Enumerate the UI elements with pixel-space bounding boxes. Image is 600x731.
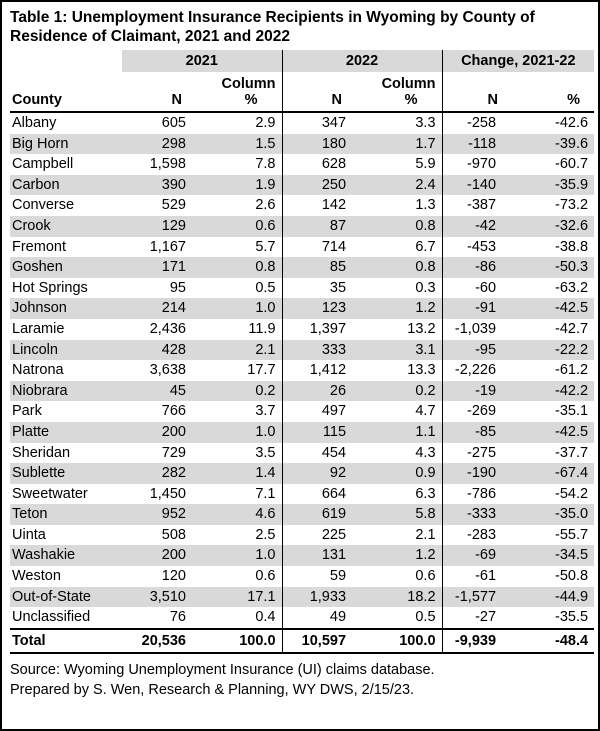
row-n-2022: 497 — [282, 401, 362, 422]
row-county: Goshen — [10, 257, 122, 278]
row-county: Washakie — [10, 545, 122, 566]
table-row — [10, 422, 594, 443]
row-n-2022: 115 — [282, 422, 362, 443]
table-row — [10, 484, 594, 505]
table-row — [10, 463, 594, 484]
row-pct-2022: 18.2 — [362, 587, 442, 608]
table-row — [10, 319, 594, 340]
row-n-2021: 120 — [161, 568, 186, 585]
row-n-2021: 529 — [161, 197, 186, 214]
row-pct-change: -39.6 — [518, 134, 594, 155]
col-header-pct-2022: Column % — [362, 72, 442, 112]
row-pct-2021: 1.0 — [202, 545, 282, 566]
row-pct-change: -54.2 — [554, 485, 589, 502]
row-pct-2021: 1.5 — [202, 134, 282, 155]
source-note — [2, 654, 598, 700]
row-pct-2021: 17.7 — [247, 362, 276, 379]
row-n-2021: 1,167 — [149, 238, 186, 255]
row-pct-2021: 4.6 — [202, 504, 282, 525]
row-n-2022: 180 — [282, 134, 362, 155]
row-pct-2022: 3.1 — [362, 340, 442, 361]
row-n-2021: 214 — [122, 298, 202, 319]
row-pct-2022: 0.8 — [362, 216, 442, 237]
row-pct-2021: 0.8 — [202, 257, 282, 278]
row-n-2022: 1,412 — [282, 360, 362, 381]
row-n-change: -19 — [442, 381, 518, 402]
row-pct-2022: 1.1 — [362, 422, 442, 443]
row-n-2022: 131 — [282, 545, 362, 566]
table-title: Table 1: Unemployment Insurance Recipients in Wyoming by County of Residence of Claimant, 2021 and 2022 — [10, 9, 535, 45]
row-pct-2021: 11.9 — [248, 320, 276, 337]
row-pct-change: -38.8 — [554, 238, 589, 255]
row-pct-2022: 1.2 — [362, 298, 442, 319]
row-pct-2022: 2.4 — [362, 175, 442, 196]
row-pct-2021: 0.6 — [255, 568, 276, 585]
row-n-2021: 3,638 — [149, 362, 186, 379]
row-pct-change: -35.0 — [518, 504, 594, 525]
row-n-change: -2,226 — [442, 360, 518, 381]
row-n-change: -60 — [442, 278, 518, 299]
row-pct-change: -42.2 — [518, 381, 594, 402]
row-pct-2021: 5.7 — [255, 238, 276, 255]
row-pct-2021: 1.0 — [202, 422, 282, 443]
col-header-pct-change: % — [518, 72, 594, 112]
row-county: Teton — [10, 504, 122, 525]
data-table — [10, 50, 594, 654]
row-county: Johnson — [10, 298, 122, 319]
row-county: Platte — [10, 422, 122, 443]
row-county: Fremont — [12, 238, 66, 255]
row-n-2022: 664 — [282, 484, 362, 505]
total-row — [10, 629, 594, 653]
row-n-change: -69 — [442, 545, 518, 566]
row-n-change: -269 — [442, 401, 518, 422]
row-county: Uinta — [12, 526, 46, 543]
row-pct-change: -37.7 — [554, 444, 589, 461]
row-n-2022: 1,933 — [282, 587, 362, 608]
total-n-change: -9,939 — [442, 629, 518, 653]
table-row — [10, 401, 594, 422]
row-county: Park — [12, 403, 42, 420]
table-row — [10, 298, 594, 319]
row-pct-change: -34.5 — [518, 545, 594, 566]
table-row — [10, 587, 594, 608]
row-pct-2021: 0.2 — [202, 381, 282, 402]
row-pct-change: -61.2 — [554, 362, 589, 379]
row-n-2021: 282 — [122, 463, 202, 484]
total-pct-change: -48.4 — [518, 629, 594, 653]
row-county: Albany — [12, 115, 57, 131]
row-pct-2022: 1.2 — [362, 545, 442, 566]
row-pct-2021: 1.4 — [202, 463, 282, 484]
row-n-change: -85 — [442, 422, 518, 443]
table-row — [10, 278, 594, 299]
row-county: Campbell — [12, 156, 74, 173]
row-pct-2021: 3.7 — [255, 403, 276, 420]
row-pct-change: -42.6 — [554, 115, 589, 131]
row-n-2021: 2,436 — [149, 320, 186, 337]
row-county: Crook — [10, 216, 122, 237]
row-n-change: -453 — [442, 237, 518, 258]
row-n-2022: 628 — [282, 154, 362, 175]
row-n-2021: 76 — [169, 609, 186, 626]
table-row — [10, 566, 594, 587]
row-pct-change: -63.2 — [554, 279, 589, 296]
row-n-2022: 87 — [282, 216, 362, 237]
row-county: Niobrara — [10, 381, 122, 402]
row-pct-2022: 1.7 — [362, 134, 442, 155]
table-row — [10, 154, 594, 175]
row-n-2021: 1,598 — [149, 156, 186, 173]
row-n-2021: 729 — [161, 444, 186, 461]
table-row — [10, 237, 594, 258]
row-n-2021: 171 — [122, 257, 202, 278]
row-pct-2021: 2.1 — [202, 340, 282, 361]
row-n-change: -970 — [442, 154, 518, 175]
row-pct-change: -32.6 — [518, 216, 594, 237]
row-n-change: -275 — [442, 443, 518, 464]
row-pct-2021: 7.1 — [255, 485, 276, 502]
table-row — [10, 112, 594, 134]
col-header-n-2022: N — [282, 72, 362, 112]
row-pct-2022: 13.3 — [407, 362, 436, 379]
row-county: Unclassified — [12, 609, 91, 626]
row-n-change: -258 — [442, 112, 518, 134]
row-pct-2022: 0.9 — [362, 463, 442, 484]
row-pct-2022: 13.2 — [407, 320, 436, 337]
row-n-change: -27 — [442, 607, 518, 629]
row-pct-2022: 0.2 — [362, 381, 442, 402]
row-n-2021: 129 — [122, 216, 202, 237]
row-pct-change: -73.2 — [554, 197, 589, 214]
row-n-2022: 35 — [282, 278, 362, 299]
row-pct-2022: 0.5 — [415, 609, 436, 626]
col-header-n-2021: N — [122, 72, 202, 112]
row-pct-change: -60.7 — [554, 156, 589, 173]
total-label: Total — [10, 629, 122, 653]
row-n-change: -91 — [442, 298, 518, 319]
row-county: Weston — [12, 568, 61, 585]
col-header-pct-2021: Column % — [202, 72, 282, 112]
row-n-2021: 952 — [122, 504, 202, 525]
row-n-change: -61 — [442, 566, 518, 587]
group-header-2021: 2021 — [122, 50, 282, 72]
row-n-change: -333 — [442, 504, 518, 525]
row-n-2022: 26 — [282, 381, 362, 402]
table-row — [10, 257, 594, 278]
row-n-change: -1,039 — [442, 319, 518, 340]
row-pct-2021: 1.9 — [202, 175, 282, 196]
row-n-2022: 92 — [282, 463, 362, 484]
row-pct-2021: 3.5 — [255, 444, 276, 461]
row-pct-change: -50.8 — [554, 568, 589, 585]
row-county: Lincoln — [10, 340, 122, 361]
row-n-2022: 347 — [282, 112, 362, 134]
row-n-2022: 49 — [282, 607, 362, 629]
table-row — [10, 504, 594, 525]
row-n-2021: 200 — [122, 545, 202, 566]
row-pct-2021: 0.5 — [255, 279, 276, 296]
table-row — [10, 175, 594, 196]
row-n-2021: 3,510 — [122, 587, 202, 608]
total-n-2021: 20,536 — [122, 629, 202, 653]
row-n-2022: 1,397 — [282, 319, 362, 340]
row-n-change: -140 — [442, 175, 518, 196]
row-n-2021: 45 — [122, 381, 202, 402]
row-pct-2022: 0.6 — [415, 568, 436, 585]
row-n-change: -95 — [442, 340, 518, 361]
row-n-2022: 333 — [282, 340, 362, 361]
source-line: Source: Wyoming Unemployment Insurance (UI) claims database. — [10, 661, 435, 678]
row-n-2022: 142 — [282, 195, 362, 216]
row-pct-2021: 0.6 — [202, 216, 282, 237]
row-n-2022: 225 — [282, 525, 362, 546]
table-row — [10, 134, 594, 155]
row-pct-2021: 17.1 — [202, 587, 282, 608]
group-header-change: Change, 2021-22 — [442, 50, 594, 72]
row-n-2021: 95 — [169, 279, 186, 296]
row-n-2022: 454 — [282, 443, 362, 464]
row-pct-2022: 4.3 — [415, 444, 436, 461]
row-n-2021: 1,450 — [149, 485, 186, 502]
row-n-2022: 123 — [282, 298, 362, 319]
row-pct-2022: 4.7 — [415, 403, 436, 420]
row-pct-change: -50.3 — [518, 257, 594, 278]
table-row — [10, 360, 594, 381]
row-pct-2022: 0.8 — [362, 257, 442, 278]
row-n-2022: 85 — [282, 257, 362, 278]
row-county: Sweetwater — [12, 485, 88, 502]
row-pct-2021: 2.6 — [255, 197, 276, 214]
row-pct-2021: 7.8 — [255, 156, 276, 173]
table-row — [10, 340, 594, 361]
row-n-2022: 714 — [282, 237, 362, 258]
row-pct-2021: 2.5 — [255, 526, 276, 543]
row-n-2022: 59 — [282, 566, 362, 587]
row-county: Carbon — [10, 175, 122, 196]
row-pct-change: -44.9 — [518, 587, 594, 608]
row-pct-2021: 1.0 — [202, 298, 282, 319]
row-pct-2021: 0.4 — [255, 609, 276, 626]
row-pct-2022: 2.1 — [415, 526, 436, 543]
row-n-change: -118 — [442, 134, 518, 155]
table-row — [10, 195, 594, 216]
row-county: Laramie — [12, 320, 65, 337]
row-n-change: -387 — [442, 195, 518, 216]
row-n-2021: 508 — [161, 526, 186, 543]
table-row — [10, 607, 594, 629]
row-county: Sheridan — [12, 444, 71, 461]
col-header-n-change: N — [442, 72, 518, 112]
prepared-by-line: Prepared by S. Wen, Research & Planning, WY DWS, 2/15/23. — [10, 681, 415, 698]
row-n-change: -786 — [442, 484, 518, 505]
row-n-2021: 605 — [161, 115, 186, 131]
row-pct-2022: 0.3 — [415, 279, 436, 296]
row-pct-change: -35.1 — [554, 403, 589, 420]
row-n-change: -1,577 — [442, 587, 518, 608]
col-header-county: County — [10, 72, 122, 112]
row-pct-change: -42.5 — [518, 298, 594, 319]
table-row — [10, 216, 594, 237]
total-pct-2021: 100.0 — [202, 629, 282, 653]
row-pct-change: -55.7 — [554, 526, 589, 543]
row-n-2021: 390 — [122, 175, 202, 196]
row-pct-change: -42.5 — [518, 422, 594, 443]
row-n-change: -190 — [442, 463, 518, 484]
row-pct-2022: 5.8 — [362, 504, 442, 525]
row-n-change: -42 — [442, 216, 518, 237]
row-pct-change: -35.9 — [518, 175, 594, 196]
total-pct-2022: 100.0 — [362, 629, 442, 653]
row-pct-change: -67.4 — [518, 463, 594, 484]
row-pct-change: -35.5 — [554, 609, 589, 626]
table-row — [10, 443, 594, 464]
table-row — [10, 525, 594, 546]
row-pct-2021: 2.9 — [255, 115, 276, 131]
row-pct-2022: 3.3 — [415, 115, 436, 131]
row-n-2022: 250 — [282, 175, 362, 196]
row-county: Sublette — [10, 463, 122, 484]
row-n-change: -86 — [442, 257, 518, 278]
row-n-2021: 200 — [122, 422, 202, 443]
group-header-2022: 2022 — [282, 50, 442, 72]
row-n-2022: 619 — [282, 504, 362, 525]
row-n-2021: 766 — [161, 403, 186, 420]
row-pct-change: -22.2 — [518, 340, 594, 361]
row-county: Big Horn — [10, 134, 122, 155]
row-county: Hot Springs — [12, 279, 88, 296]
row-n-2021: 298 — [122, 134, 202, 155]
row-pct-2022: 6.7 — [415, 238, 436, 255]
row-county: Out-of-State — [10, 587, 122, 608]
table-row — [10, 381, 594, 402]
row-county: Converse — [12, 197, 75, 214]
row-pct-2022: 6.3 — [415, 485, 436, 502]
table-row — [10, 545, 594, 566]
total-n-2022: 10,597 — [282, 629, 362, 653]
row-n-2021: 428 — [122, 340, 202, 361]
row-pct-change: -42.7 — [554, 320, 589, 337]
row-pct-2022: 5.9 — [415, 156, 436, 173]
row-n-change: -283 — [442, 525, 518, 546]
header-blank — [10, 50, 122, 72]
row-county: Natrona — [12, 362, 64, 379]
row-pct-2022: 1.3 — [415, 197, 436, 214]
